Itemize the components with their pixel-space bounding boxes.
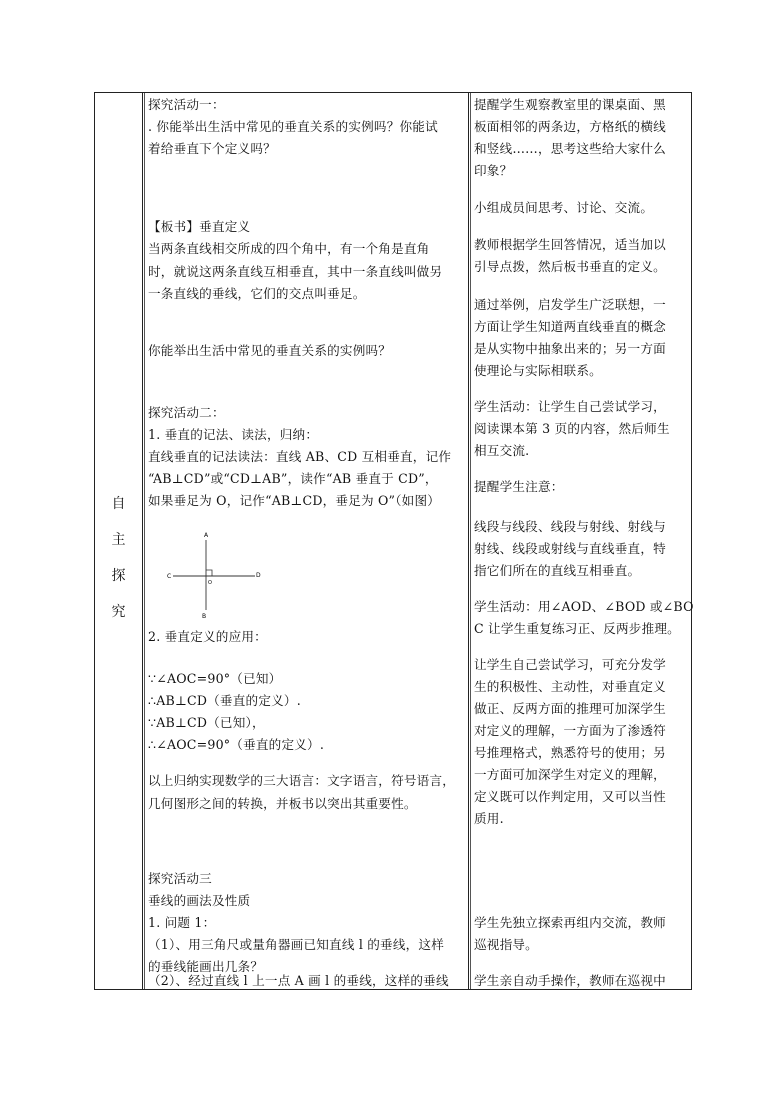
teacher-note: 引导点拨，然后板书垂直的定义。 — [474, 259, 666, 274]
observe-prompt: 提醒学生观察教室里的课桌面、黑 — [474, 97, 666, 112]
activity3-subtitle: 垂线的画法及性质 — [148, 893, 251, 908]
activity-note: 相互交流. — [474, 443, 530, 458]
label-d: D — [256, 572, 261, 579]
group-discuss-note: 小组成员间思考、讨论、交流。 — [474, 200, 654, 215]
definition-text: 一条直线的垂线，它们的交点叫垂足。 — [148, 286, 366, 301]
remind-title: 提醒学生注意： — [474, 479, 564, 494]
summary-text: 以上归纳实现数学的三大语言：文字语言，符号语言， — [148, 773, 456, 788]
item1-title: 1. 垂直的记法、读法，归纳： — [148, 427, 319, 442]
problem1-question: 的垂线能画出几条？ — [148, 959, 264, 974]
board-title: 【板书】垂直定义 — [148, 219, 251, 234]
teacher-note: 教师根据学生回答情况，适当加以 — [474, 237, 666, 252]
label-b: B — [202, 613, 207, 620]
reason-note: 让学生自己尝试学习，可充分发学 — [474, 657, 666, 672]
explore-note: 巡视指导。 — [474, 937, 538, 952]
example-note: 使理论与实际相联系。 — [474, 363, 602, 378]
section-label — [95, 93, 142, 989]
notation-text: “AB⊥CD”或“CD⊥AB”，读作“AB 垂直于 CD”， — [148, 471, 438, 486]
example-note: 是从实物中抽象出来的；另一方面 — [474, 341, 666, 356]
explore-note: 学生先独立探索再组内交流，教师 — [474, 915, 666, 930]
proof-line: ∵AB⊥CD（已知）， — [148, 715, 265, 730]
reason-note: 号推理格式，熟悉符号的使用；另 — [474, 745, 666, 760]
problem1-question: （2）、经过直线 l 上一点 A 画 l 的垂线，这样的垂线 — [148, 973, 449, 988]
example-note: 通过举例，启发学生广泛联想，一 — [474, 297, 666, 312]
activity1-question: 着给垂直下个定义吗？ — [148, 141, 276, 156]
activity2-title: 探究活动二： — [148, 405, 225, 420]
label-c: C — [167, 573, 172, 580]
label-o: O — [208, 580, 212, 586]
segment-note: 线段与线段、线段与射线、射线与 — [474, 519, 666, 534]
segment-note: 指它们所在的直线互相垂直。 — [474, 563, 641, 578]
proof-line: ∵∠AOC=90°（已知） — [148, 671, 282, 686]
activity-note: 学生活动：让学生自己尝试学习， — [474, 399, 666, 414]
handson-note: 学生亲自动手操作，教师在巡视中 — [474, 973, 666, 988]
reason-note: 生的积极性、主动性，对垂直定义 — [474, 679, 666, 694]
section-label-char: 探 — [111, 568, 126, 584]
activity1-title: 探究活动一： — [148, 97, 225, 112]
observe-prompt: 印象？ — [474, 163, 513, 178]
reason-note: 定义既可以作判定用，又可以当性 — [474, 789, 666, 804]
section-label-char: 主 — [111, 532, 126, 548]
activity-note: 阅读课本第 3 页的内容，然后师生 — [474, 421, 670, 436]
definition-text: 时，就说这两条直线互相垂直，其中一条直线叫做另 — [148, 264, 443, 279]
reason-note: 一方面可加深学生对定义的理解， — [474, 767, 666, 782]
right-angle-mark — [206, 570, 212, 576]
column-divider — [468, 93, 469, 989]
practice-note: 学生活动：用∠AOD、∠BOD 或∠BO — [474, 599, 694, 614]
proof-line: ∴AB⊥CD（垂直的定义）. — [148, 693, 301, 708]
item2-title: 2. 垂直定义的应用： — [148, 629, 267, 644]
notation-text: 如果垂足为 O，记作“AB⊥CD，垂足为 O”（如图） — [148, 493, 441, 508]
section-label-char: 究 — [111, 604, 126, 620]
column-divider — [144, 93, 145, 989]
activity3-title: 探究活动三 — [148, 871, 212, 886]
section-label-char: 自 — [111, 496, 126, 512]
label-a: A — [204, 532, 209, 539]
summary-text: 几何图形之间的转换，并板书以突出其重要性。 — [148, 796, 417, 811]
reason-note: 质用. — [474, 811, 504, 826]
example-note: 方面让学生知道两直线垂直的概念 — [474, 319, 666, 334]
practice-note: C 让学生重复练习正、反两步推理。 — [474, 621, 680, 636]
notation-text: 直线垂直的记法读法：直线 AB、CD 互相垂直，记作 — [148, 449, 452, 464]
activity1-question: . 你能举出生活中常见的垂直关系的实例吗？你能试 — [148, 119, 438, 134]
observe-prompt: 板面相邻的两条边，方格纸的横线 — [474, 119, 666, 134]
problem1-title: 1. 问题 1： — [148, 915, 216, 930]
segment-note: 射线、线段或射线与直线垂直，特 — [474, 541, 666, 556]
definition-text: 当两条直线相交所成的四个角中，有一个角是直角 — [148, 241, 430, 256]
reason-note: 做正、反两方面的推理可加深学生 — [474, 701, 666, 716]
reason-note: 对定义的理解，一方面为了渗透符 — [474, 723, 666, 738]
examples-question: 你能举出生活中常见的垂直关系的实例吗？ — [148, 343, 392, 358]
perpendicular-figure — [160, 530, 270, 622]
problem1-question: （1）、用三角尺或量角器画已知直线 l 的垂线，这样 — [148, 937, 445, 952]
observe-prompt: 和竖线……，思考这些给大家什么 — [474, 141, 666, 156]
column-divider — [470, 93, 471, 989]
proof-line: ∴∠AOC=90°（垂直的定义）. — [148, 737, 325, 752]
